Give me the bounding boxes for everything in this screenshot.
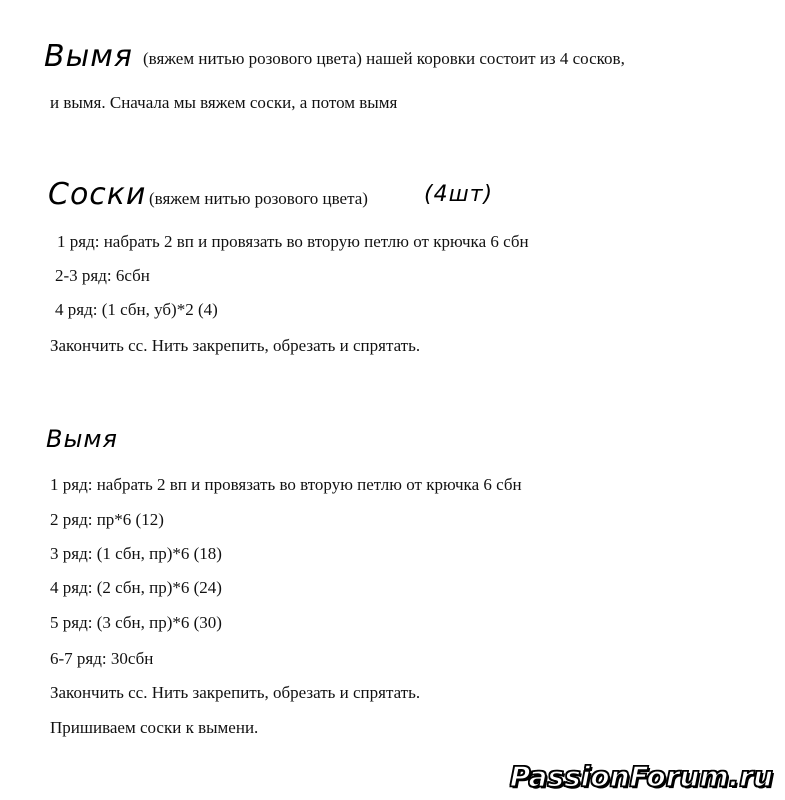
teats-row-1: 1 ряд: набрать 2 вп и провязать во вторую петлю от крючка 6 сбн [57,232,529,251]
teats-note: (вяжем нитью розового цвета) [149,189,368,208]
udder-finish: Закончить сс. Нить закрепить, обрезать и спрятать. [50,683,421,702]
udder-row-1: 1 ряд: набрать 2 вп и провязать во вторую петлю от крючка 6 сбн [50,475,522,494]
udder-row-6: 6-7 ряд: 30сбн [50,649,154,668]
udder-row-3: 3 ряд: (1 сбн, пр)*6 (18) [50,544,222,563]
udder-row-5: 5 ряд: (3 сбн, пр)*6 (30) [50,613,222,632]
teats-count: (4шт) [424,182,494,207]
site-watermark: PassionForum.ru [509,760,773,793]
udder-row-4: 4 ряд: (2 сбн, пр)*6 (24) [50,578,222,597]
udder-intro-note: (вяжем нитью розового цвета) нашей коровки состоит из 4 сосков, [143,49,625,68]
teats-heading: Соски [48,177,147,212]
udder-heading: Вымя [46,425,118,453]
teats-row-3: 4 ряд: (1 сбн, уб)*2 (4) [55,300,218,319]
teats-finish: Закончить сс. Нить закрепить, обрезать и спрятать. [50,336,421,355]
teats-row-2: 2-3 ряд: 6сбн [55,266,150,285]
udder-intro-line2: и вымя. Сначала мы вяжем соски, а потом вымя [50,93,398,112]
udder-intro-heading: Вымя [44,39,133,74]
udder-row-2: 2 ряд: пр*6 (12) [50,510,164,529]
udder-sew-instruction: Пришиваем соски к вымени. [50,718,259,737]
